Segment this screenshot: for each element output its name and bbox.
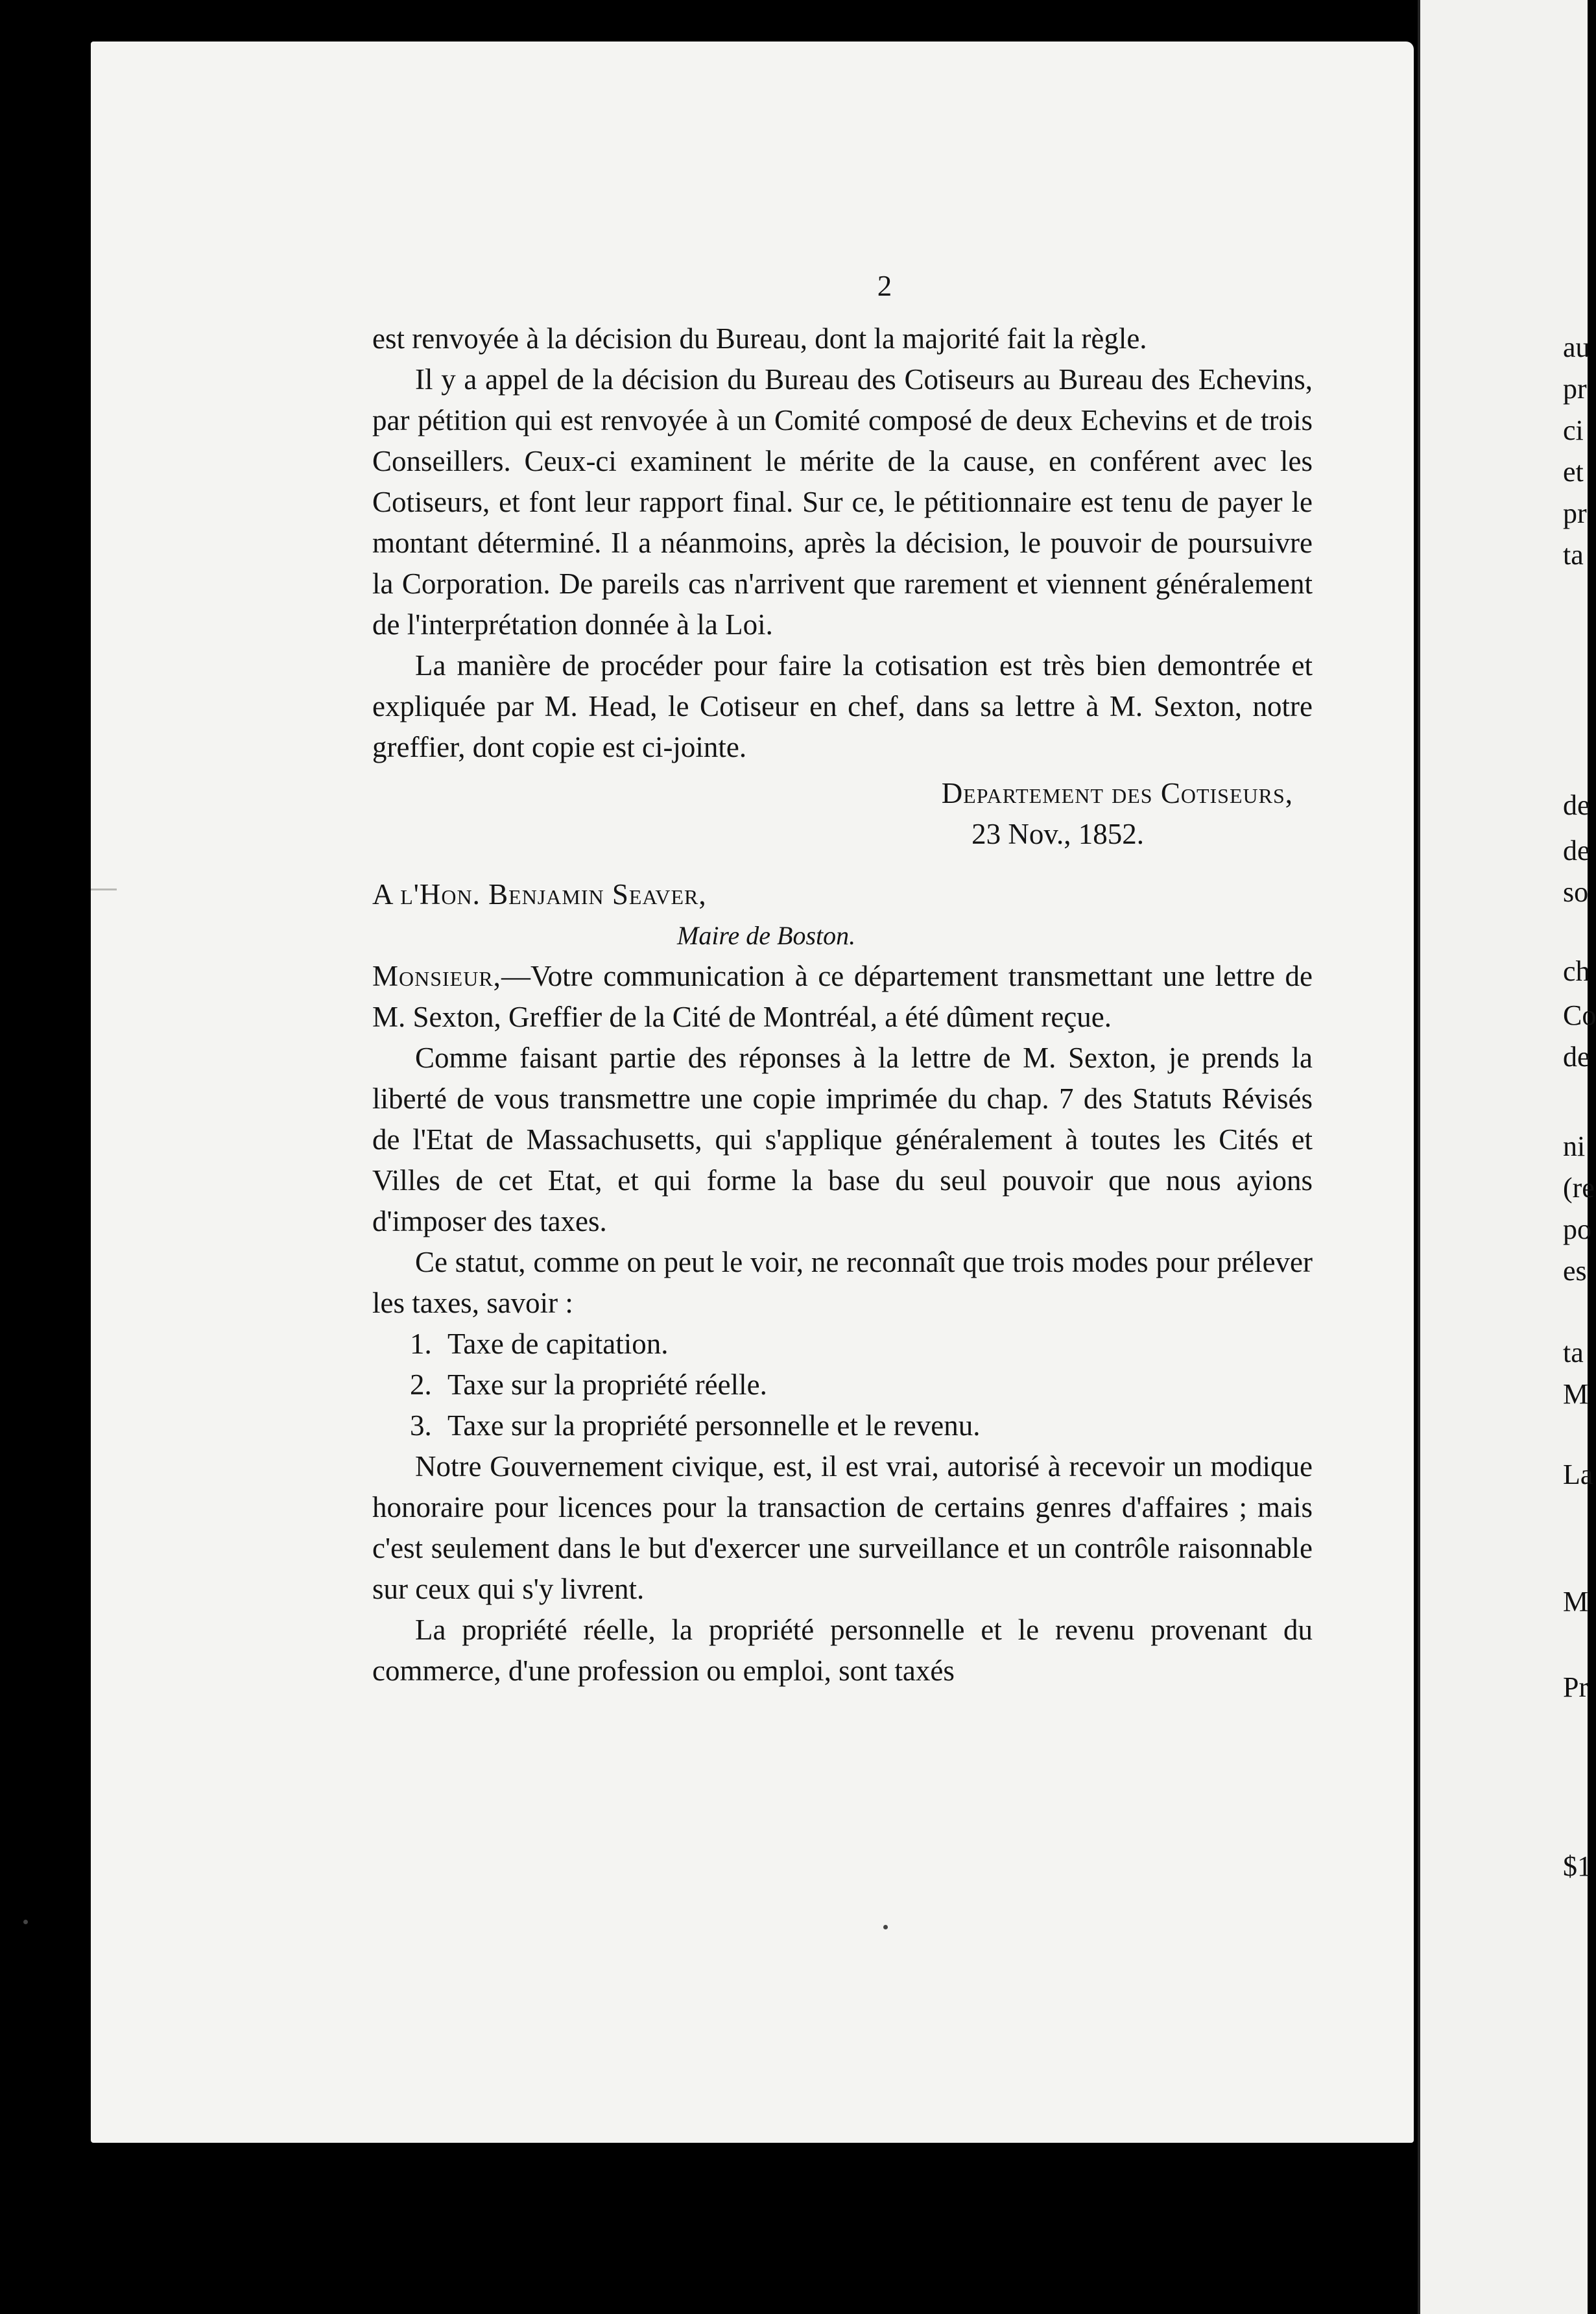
page-text — [372, 266, 1313, 1691]
right-page-fragment: so — [1563, 876, 1589, 908]
right-page-fragment: ci — [1563, 414, 1584, 446]
tax-modes-list — [372, 1324, 1313, 1446]
paragraph-1: est renvoyée à la décision du Bureau, dont la majorité fait la règle. — [372, 322, 1147, 355]
right-page-fragment: Co — [1563, 999, 1596, 1031]
right-page-edge — [1418, 0, 1596, 2314]
right-page-fragment: po — [1563, 1213, 1591, 1245]
right-page-fragment: M — [1563, 1586, 1589, 1617]
right-page-fragment: Pr — [1563, 1671, 1589, 1703]
right-page-fragment: ni — [1563, 1130, 1586, 1162]
right-page-fragment: de — [1563, 1041, 1590, 1073]
page-number: 2 — [877, 270, 892, 302]
letter-paragraph-5: La propriété réelle, la propriété personnelle et le revenu provenant du commerce, d'une profession ou emploi, sont taxés — [372, 1614, 1313, 1687]
right-page-fragment: La — [1563, 1459, 1593, 1490]
list-item-number: 2. — [410, 1368, 432, 1401]
list-item — [372, 1324, 1313, 1365]
right-page-fragment: et — [1563, 456, 1584, 488]
letter-paragraph-2: Comme faisant partie des réponses à la lettre de M. Sexton, je prends la liberté de vous transmettre une copie imprimée du chap. 7 des Statuts Révisés de l'Etat de Massachusetts, qui s'applique généralement à toutes les Cités et Villes de cet Etat, et qui forme la base du seul pouvoir que nous ayions d'imposer des taxes. — [372, 1042, 1313, 1237]
right-page-fragment: es — [1563, 1255, 1587, 1287]
ink-speck — [883, 1925, 888, 1929]
list-item-text: Taxe de capitation. — [447, 1328, 669, 1360]
list-item-text: Taxe sur la propriété réelle. — [447, 1368, 767, 1401]
list-item-number: 3. — [410, 1409, 432, 1442]
letter-department: Departement des Cotiseurs, — [941, 777, 1293, 809]
right-page-fragment: ta — [1563, 539, 1584, 571]
right-page-fragment: ta — [1563, 1337, 1584, 1368]
right-page-fragment: au — [1563, 331, 1590, 363]
right-page-fragment: $1 — [1563, 1850, 1591, 1882]
letter-paragraph-3: Ce statut, comme on peut le voir, ne reconnaît que trois modes pour prélever les taxes, savoir : — [372, 1246, 1313, 1319]
right-page-fragment: M — [1563, 1378, 1589, 1410]
paragraph-2: Il y a appel de la décision du Bureau des Cotiseurs au Bureau des Echevins, par pétition qui est renvoyée à un Comité composé de deux Echevins et de trois Conseillers. Ceux-ci examinent le mérite de la cause, en conférent avec les Cotiseurs, et font leur rapport final. Sur ce, le pétitionnaire est tenu de payer le montant déterminé. Il a néanmoins, après la décision, le pouvoir de poursuivre la Corporation. De pareils cas n'arrivent que rarement et viennent généralement de l'interprétation donnée à la Loi. — [372, 363, 1313, 641]
list-item — [372, 1405, 1313, 1446]
right-page-fragment: pr — [1563, 373, 1587, 405]
letter-addressee-title: Maire de Boston. — [677, 921, 856, 950]
page-crease — [91, 889, 117, 890]
list-item — [372, 1365, 1313, 1405]
right-page-fragment: de — [1563, 789, 1590, 821]
ink-speck — [23, 1920, 28, 1924]
letter-body-1: —Votre communication à ce département transmettant une lettre de M. Sexton, Greffier de la Cité de Montréal, a été dûment reçue. — [372, 960, 1313, 1033]
letter-paragraph-1 — [372, 956, 1313, 1038]
list-item-text: Taxe sur la propriété personnelle et le revenu. — [447, 1409, 981, 1442]
right-page-fragment: (re — [1563, 1172, 1595, 1204]
list-item-number: 1. — [410, 1328, 432, 1360]
right-page-fragment: pr — [1563, 497, 1587, 529]
right-page-fragment: ch — [1563, 955, 1590, 987]
letter-addressee: A l'Hon. Benjamin Seaver, — [372, 878, 707, 911]
paragraph-3: La manière de procéder pour faire la cotisation est très bien demontrée et expliquée par M. Head, le Cotiseur en chef, dans sa lettre à M. Sexton, notre greffier, dont copie est ci-jointe. — [372, 649, 1313, 763]
right-page-fragment: de — [1563, 835, 1590, 866]
letter-salutation: Monsieur, — [372, 960, 501, 992]
letter-date: 23 Nov., 1852. — [971, 818, 1144, 850]
letter-paragraph-4: Notre Gouvernement civique, est, il est vrai, autorisé à recevoir un modique honoraire pour licences pour la transaction de certains genres d'affaires ; mais c'est seulement dans le but d'exercer une surveillance et un contrôle raisonnable sur ceux qui s'y livrent. — [372, 1450, 1313, 1605]
